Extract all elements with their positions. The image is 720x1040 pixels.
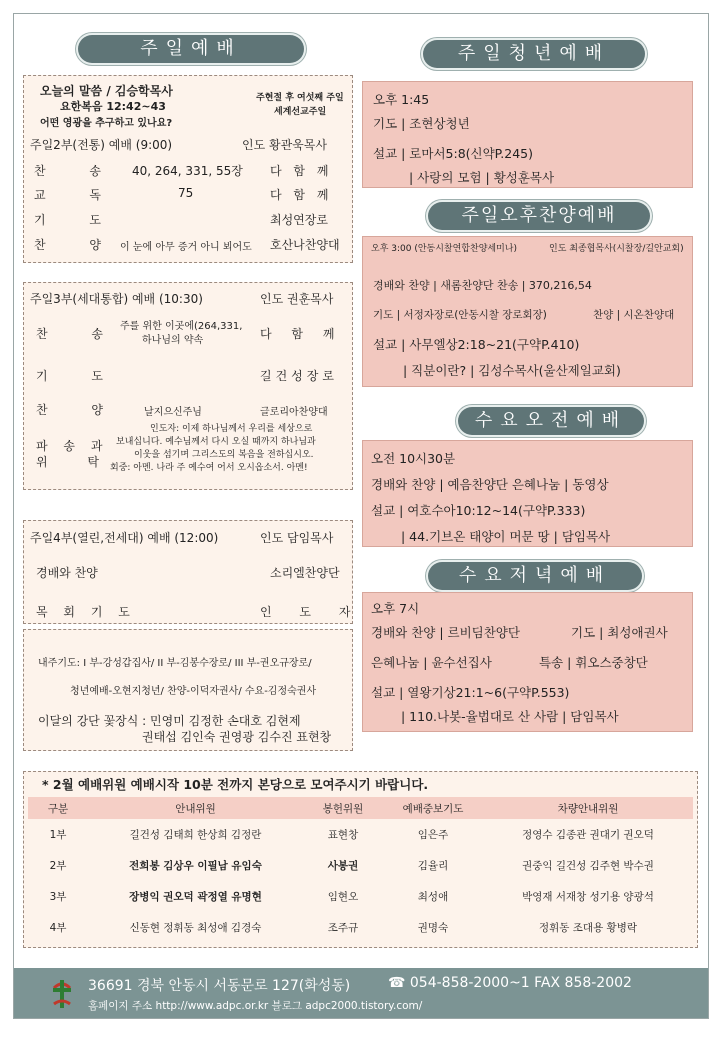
- table-cell: 3부: [49, 891, 67, 903]
- table-cell: 조주규: [327, 922, 359, 934]
- today-question: 어떤 영광을 추구하고 있나요?: [40, 118, 173, 129]
- service4-pastor-label: 목 회 기 도: [36, 605, 136, 619]
- table-cell: 2부: [49, 860, 67, 872]
- service4-head: 주일4부(열린,전세대) 예배 (12:00): [30, 531, 219, 545]
- service4-praise-who: 소리엘찬양단: [270, 566, 340, 580]
- wed-am-sermon: 설교 | 여호수아10:12~14(구약P.333): [371, 503, 586, 518]
- youth-sermon2: | 사랑의 모험 | 황성훈목사: [409, 170, 555, 185]
- afternoon-box: [362, 236, 693, 387]
- table-cell: 사봉권: [327, 860, 359, 872]
- service2-row-who: 다 함 께: [270, 164, 333, 178]
- table-cell: 전희봉 김상우 이필남 유임숙: [129, 860, 262, 872]
- youth-box: [362, 81, 693, 188]
- today-notice2: 세계선교주일: [274, 107, 327, 117]
- youth-sermon: 설교 | 로마서5:8(신약P.245): [373, 146, 533, 161]
- afternoon-prayer: 기도 | 서정자장로(안동시찰 장로회장): [373, 309, 547, 321]
- wed-pm-box: [362, 592, 693, 732]
- service3-box: [23, 282, 353, 490]
- next-line1: 내주기도: I 부-강성갑집사/ II 부-김봉수장로/ III 부-권오규장로/: [38, 658, 312, 669]
- table-cell: 권중익 길건성 김주현 박수권: [522, 860, 654, 872]
- table-cell: 신동현 정휘동 최성애 김경숙: [129, 922, 262, 934]
- service3-hymn1: 주를 위한 이곳에(264,331,: [120, 321, 243, 332]
- table-cell: 장병익 권오덕 곽정열 유명현: [129, 891, 262, 903]
- service2-row-label: 찬 양: [34, 238, 121, 252]
- service3-praise-who: 글로리아찬양대: [260, 407, 328, 418]
- service3-hymn-who: 다 함 께: [260, 327, 343, 341]
- service3-sending1: 인도자: 이제 하나님께서 우리를 세상으로: [150, 424, 313, 434]
- table-cell: 1부: [49, 829, 67, 841]
- service4-pastor-who: 인 도 자: [260, 605, 363, 619]
- service3-sending-label1: 파 송 과: [36, 439, 109, 453]
- wed-am-box: [362, 440, 693, 547]
- youth-title: 주일청년예배: [423, 40, 645, 68]
- service2-row-who: 다 함 께: [270, 188, 333, 202]
- wed-pm-time: 오후 7시: [371, 601, 420, 616]
- table-cell: 정휘동 조대용 황병락: [539, 922, 637, 934]
- afternoon-time: 오후 3:00 (안동시찰연합찬양세미나): [371, 244, 517, 254]
- service3-sending3: 이웃을 섬기며 그리스도의 복음을 전하십시오.: [134, 450, 314, 460]
- footer-phone: ☎ 054-858-2000~1 FAX 858-2002: [388, 975, 632, 991]
- church-logo-icon: [50, 976, 74, 1010]
- table-cell: 4부: [49, 922, 67, 934]
- today-notice1: 주현절 후 여섯째 주일: [256, 93, 344, 103]
- today-header: 오늘의 말씀 / 김승학목사: [40, 84, 173, 98]
- table-row: [28, 912, 693, 943]
- table-cell: 정영수 김종관 권대기 권오덕: [522, 829, 654, 841]
- wed-pm-grace: 은혜나눔 | 윤수선집사: [371, 655, 492, 670]
- col-header: 봉헌위원: [303, 797, 383, 819]
- committee-title: * 2월 예배위원 예배시작 10분 전까지 본당으로 모여주시기 바랍니다.: [42, 777, 429, 792]
- table-row: [28, 881, 693, 912]
- footer-homepage[interactable]: 홈페이지 주소 http://www.adpc.or.kr 블로그 adpc2000.tistory.com/: [88, 1000, 423, 1012]
- table-cell: 박영재 서재창 성기용 양광석: [522, 891, 654, 903]
- service2-lead: 인도 황관욱목사: [242, 138, 327, 152]
- footer: [14, 968, 708, 1018]
- table-cell: 최성애: [417, 891, 449, 903]
- wed-pm-sermon: 설교 | 열왕기상21:1~6(구약P.553): [371, 685, 570, 700]
- committee-box: [23, 771, 698, 948]
- service3-praise-label: 찬 양: [36, 403, 123, 417]
- table-cell: 길건성 김태희 한상희 김정란: [129, 829, 262, 841]
- service2-head: 주일2부(전통) 예배 (9:00): [30, 138, 173, 152]
- next-week-box: [23, 629, 353, 751]
- col-header: 차량안내위원: [483, 797, 693, 819]
- service2-row-label: 찬 송: [34, 164, 121, 178]
- committee-table: [28, 797, 693, 943]
- afternoon-choir: 찬양 | 시온찬양대: [593, 309, 675, 321]
- table-cell: 임현오: [327, 891, 359, 903]
- main-service-title: 주일예배: [78, 35, 304, 63]
- service2-row-content: 40, 264, 331, 55장: [132, 164, 243, 178]
- table-cell: 권명숙: [417, 922, 449, 934]
- table-cell: 표현창: [327, 829, 359, 841]
- wed-am-time: 오전 10시30분: [371, 451, 456, 466]
- youth-time: 오후 1:45: [373, 92, 430, 107]
- service3-hymn-label: 찬 송: [36, 327, 123, 341]
- afternoon-sermon: 설교 | 사무엘상2:18~21(구약P.410): [373, 337, 580, 352]
- service2-row-who: 최성연장로: [270, 213, 328, 227]
- wed-pm-title: 수요저녁예배: [428, 562, 642, 590]
- today-verse: 요한복음 12:42~43: [60, 100, 166, 113]
- committee-header-row: [28, 797, 693, 819]
- youth-prayer: 기도 | 조현상청년: [373, 116, 470, 131]
- service3-head: 주일3부(세대통합) 예배 (10:30): [30, 292, 203, 306]
- service3-sending-label2: 위 탁: [36, 455, 117, 469]
- service2-row-content: 75: [178, 186, 194, 200]
- next-line4: 권태섭 김인숙 권영광 김수진 표현창: [142, 730, 332, 744]
- sermon-box-service2: [23, 75, 353, 263]
- table-cell: 임은주: [417, 829, 449, 841]
- table-row: [28, 850, 693, 881]
- afternoon-sermon2: | 직분이란? | 김성수목사(울산제일교회): [403, 363, 621, 378]
- service2-row-label: 교 독: [34, 188, 121, 202]
- service3-prayer-label: 기 도: [36, 369, 123, 383]
- next-line3: 이달의 강단 꽃장식 : 민영미 김정한 손대호 김현제: [38, 714, 301, 728]
- col-header: 안내위원: [88, 797, 303, 819]
- service3-lead: 인도 권훈목사: [260, 292, 334, 306]
- next-line2: 청년예배-오현지청년/ 찬양-이덕자권사/ 수요-김정숙권사: [70, 686, 317, 697]
- service3-sending2: 보내십니다. 예수님께서 다시 오실 때까지 하나님과: [116, 437, 316, 447]
- service3-prayer-who: 길건성장로: [260, 369, 338, 383]
- service4-lead: 인도 담임목사: [260, 531, 334, 545]
- wed-pm-sermon2: | 110.나봇-율법대로 산 사람 | 담임목사: [401, 709, 619, 724]
- service3-praise-song: 날지으신주님: [144, 407, 202, 418]
- col-header: 구분: [28, 797, 88, 819]
- afternoon-lead: 인도 최종협목사(시찰장/길안교회): [549, 244, 684, 254]
- wed-am-sermon2: | 44.기브온 태양이 머문 땅 | 담임목사: [401, 529, 611, 544]
- footer-address: 36691 경북 안동시 서동문로 127(화성동): [88, 978, 351, 994]
- service2-row-who: 호산나찬양대: [270, 238, 340, 252]
- table-row: [28, 819, 693, 850]
- wed-pm-special: 특송 | 휘오스중창단: [539, 655, 648, 670]
- afternoon-title: 주일오후찬양예배: [428, 202, 650, 230]
- wed-am-title: 수요오전예배: [458, 407, 644, 435]
- service2-row-content: 이 눈에 아무 증거 아니 뵈어도: [120, 242, 252, 253]
- service2-row-label: 기 도: [34, 213, 121, 227]
- table-cell: 김율리: [417, 860, 449, 872]
- afternoon-praise: 경배와 찬양 | 새롬찬양단 찬송 | 370,216,54: [373, 279, 592, 292]
- service3-sending4: 회중: 아멘. 나라 주 예수여 어서 오시옵소서. 아멘!: [110, 463, 308, 473]
- col-header: 예배중보기도: [383, 797, 483, 819]
- service4-box: [23, 520, 363, 624]
- service4-praise-label: 경배와 찬양: [36, 566, 98, 580]
- wed-am-praise: 경배와 찬양 | 예음찬양단 은혜나눔 | 동영상: [371, 477, 609, 492]
- wed-pm-praise: 경배와 찬양 | 르비딤찬양단: [371, 625, 520, 640]
- service3-hymn2: 하나님의 약속: [142, 335, 204, 346]
- wed-pm-prayer: 기도 | 최성애권사: [571, 625, 668, 640]
